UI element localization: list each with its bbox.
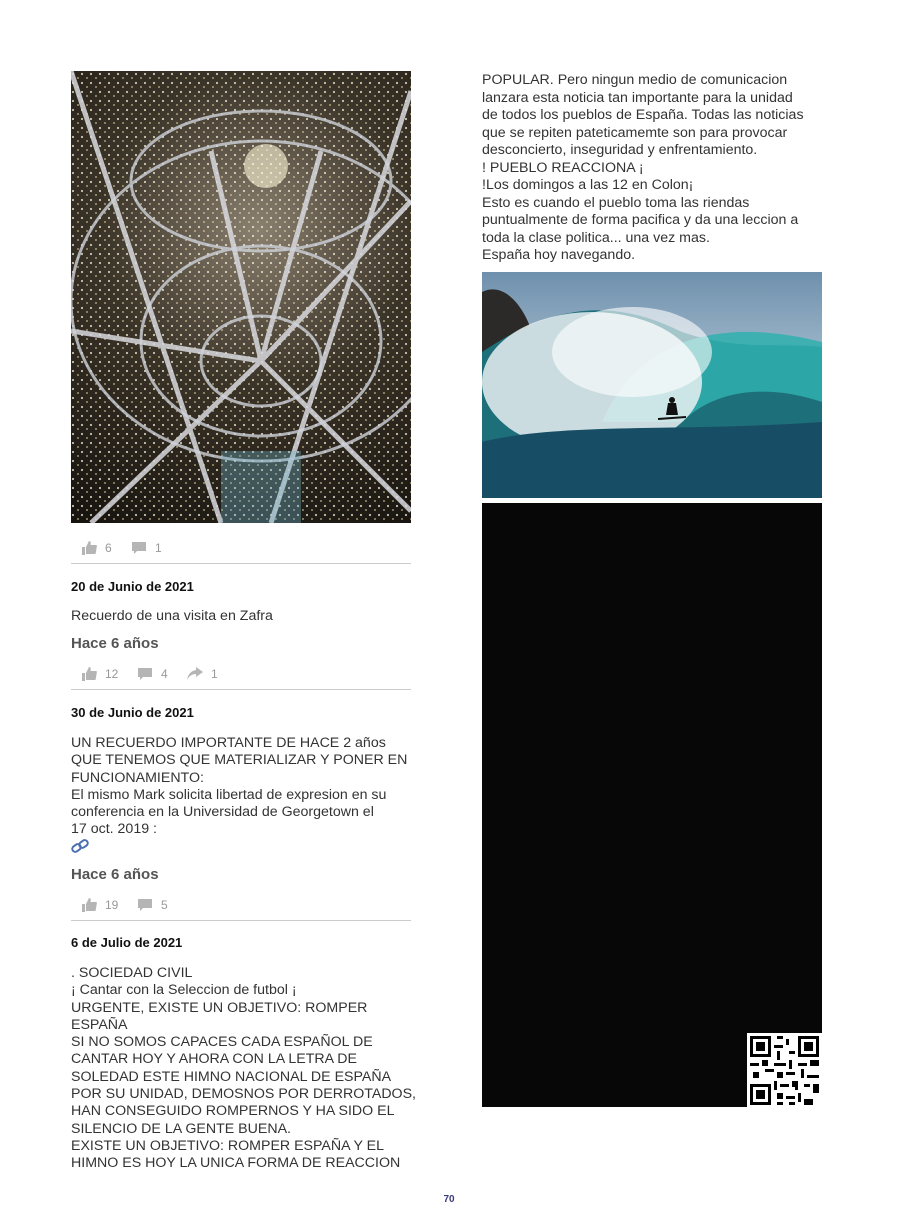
post-text-continued: POPULAR. Pero ningun medio de comunicacion lanzara esta noticia tan importante para la unidad de todos los pueblos de España. Todas las noticias que se repiten pateticamemte son para provocar desconcierto, inseguridad y enfrentamiento. ! PUEBLO REACCIONA ¡ !Los domingos a las 12 en Colon¡ Esto es cuando el pueblo toma las riendas puntualmente de forma pacifica y da una leccion a toda la clase politica... una vez mas. España hoy navegando. — [482, 72, 804, 263]
dark-photo — [482, 503, 822, 1107]
comment-stat[interactable] — [137, 898, 168, 912]
comment-count: 1 — [155, 541, 162, 555]
post-text: UN RECUERDO IMPORTANTE DE HACE 2 años QUE TENEMOS QUE MATERIALIZAR Y PONER EN FUNCIONAMIENTO: El mismo Mark solicita libertad de expresion en su conferencia en la Universidad de Georgetown el 17 oct. 2019 : — [71, 735, 408, 838]
like-stat[interactable] — [81, 898, 118, 912]
share-arrow-icon — [187, 667, 203, 681]
thumbs-up-icon — [81, 898, 97, 912]
link-icon[interactable] — [71, 838, 89, 854]
christmas-lights-photo — [71, 71, 411, 523]
share-stat[interactable] — [187, 667, 218, 681]
like-count: 12 — [105, 667, 119, 681]
post-stats — [71, 533, 411, 564]
thumbs-up-icon — [81, 667, 97, 681]
post-date: 20 de Junio de 2021 — [71, 579, 194, 594]
comment-stat[interactable] — [131, 541, 162, 555]
comment-count: 4 — [161, 667, 168, 681]
comment-icon — [137, 898, 153, 912]
post-date: 6 de Julio de 2021 — [71, 935, 183, 950]
post-age: Hace 6 años — [71, 866, 159, 883]
post-age: Hace 6 años — [71, 635, 159, 652]
like-count: 6 — [105, 541, 112, 555]
like-count: 19 — [105, 898, 119, 912]
page-number: 70 — [443, 1194, 455, 1205]
qr-code-icon[interactable] — [747, 1033, 822, 1108]
post-date: 30 de Junio de 2021 — [71, 705, 194, 720]
comment-stat[interactable] — [137, 667, 168, 681]
post-stats — [71, 659, 411, 690]
thumbs-up-icon — [81, 541, 97, 555]
comment-count: 5 — [161, 898, 168, 912]
comment-icon — [137, 667, 153, 681]
surfer-wave-photo — [482, 272, 822, 498]
share-count: 1 — [211, 667, 218, 681]
like-stat[interactable] — [81, 667, 118, 681]
post-stats — [71, 890, 411, 921]
post-text: . SOCIEDAD CIVIL ¡ Cantar con la Seleccion de futbol ¡ URGENTE, EXISTE UN OBJETIVO: ROMPER ESPAÑA SI NO SOMOS CAPACES CADA ESPAÑOL DE CANTAR HOY Y AHORA CON LA LETRA DE SOLEDAD ESTE HIMNO NACIONAL DE ESPAÑA POR SU UNIDAD, DEMOSNOS POR DERROTADOS, HAN CONSEGUIDO ROMPERNOS Y HA SIDO EL SILENCIO DE LA GENTE BUENA. EXISTE UN OBJETIVO: ROMPER ESPAÑA Y EL HIMNO ES HOY LA UNICA FORMA DE REACCION — [71, 965, 417, 1172]
like-stat[interactable] — [81, 541, 112, 555]
comment-icon — [131, 541, 147, 555]
post-text: Recuerdo de una visita en Zafra — [71, 608, 273, 624]
